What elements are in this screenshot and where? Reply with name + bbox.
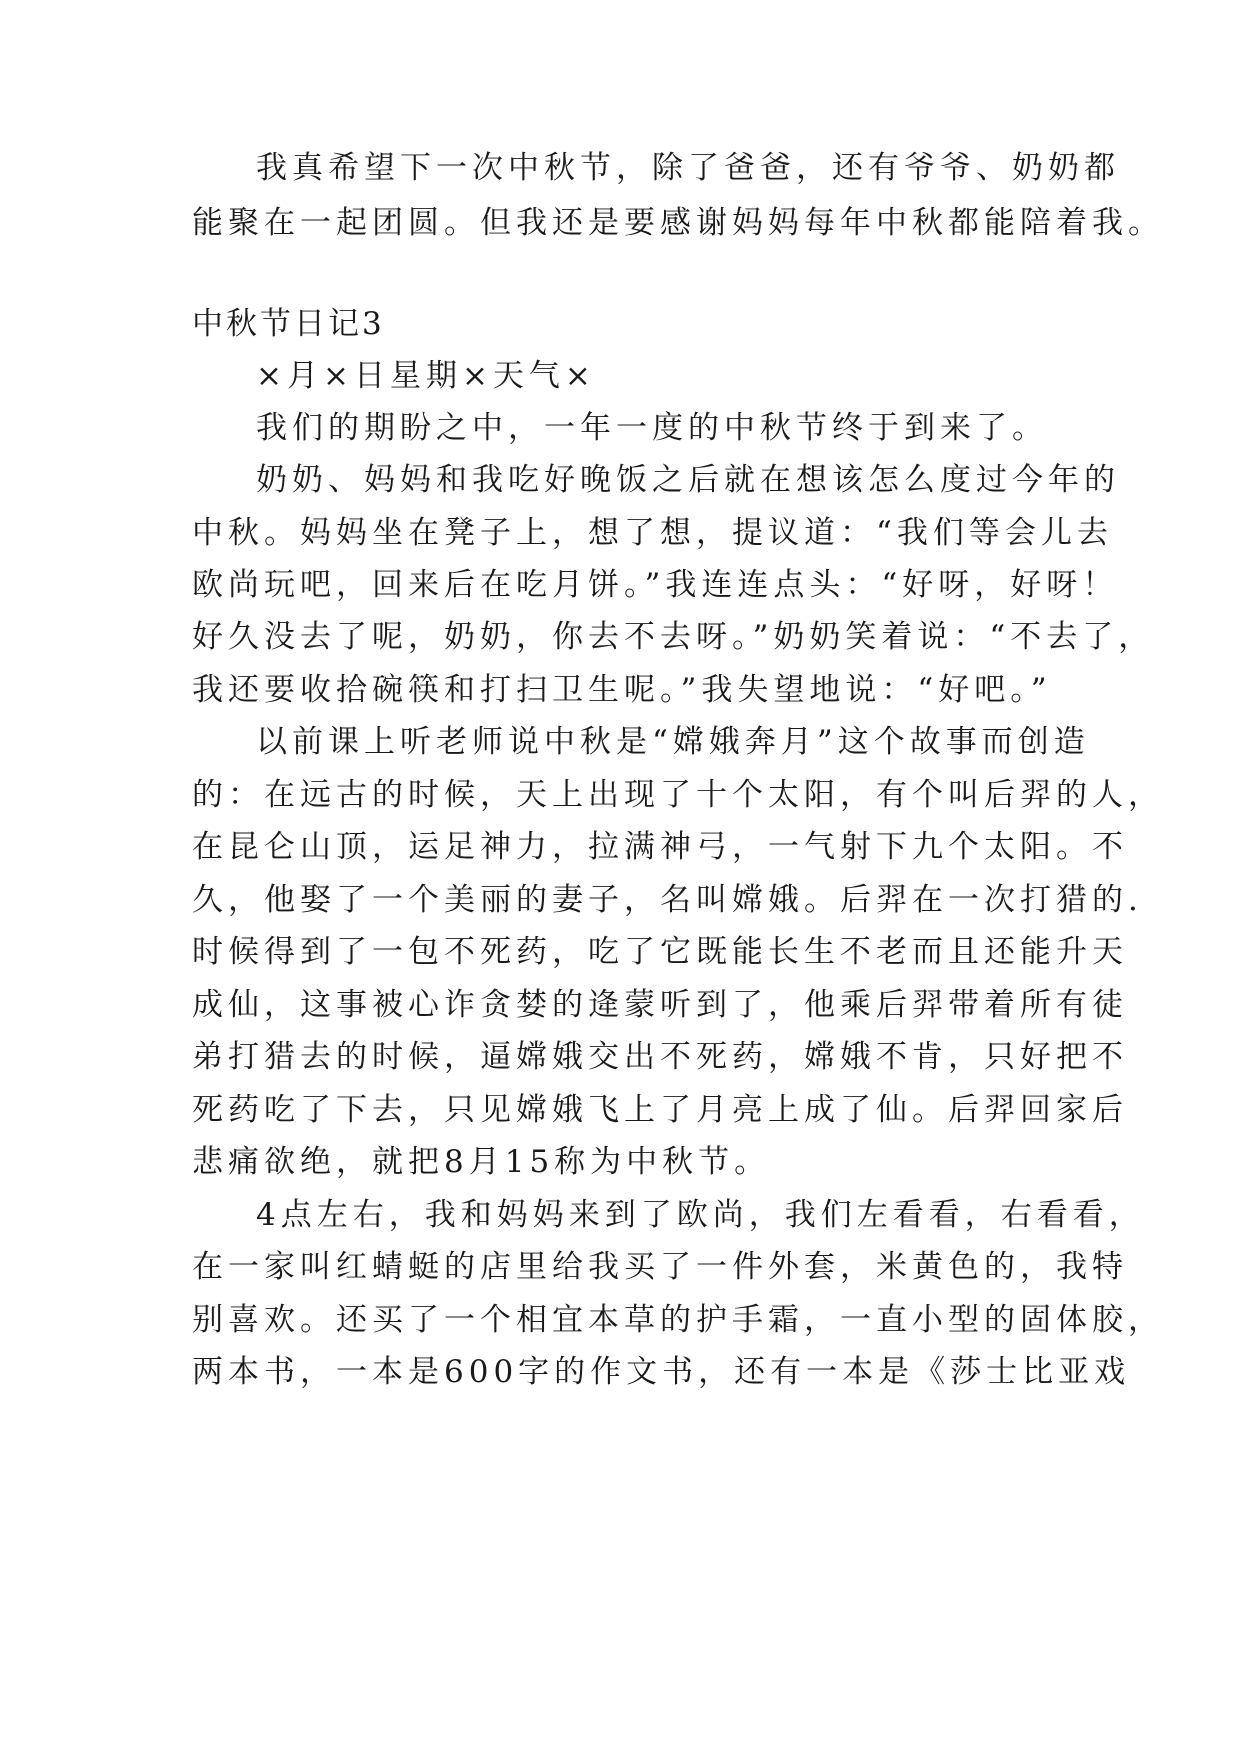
paragraph-line: 弟打猎去的时候，逼嫦娥交出不死药，嫦娥不肯，只好把不 — [192, 1039, 1128, 1075]
paragraph-line: 悲痛欲绝，就把8月15称为中秋节。 — [192, 1144, 771, 1180]
paragraph-line: 中秋。妈妈坐在凳子上，想了想，提议道：“我们等会儿去 — [192, 515, 1113, 551]
paragraph-line: 我们的期盼之中，一年一度的中秋节终于到来了。 — [256, 410, 1048, 446]
paragraph-line: 的：在远古的时候，天上出现了十个太阳，有个叫后羿的人， — [192, 777, 1164, 813]
paragraph-line: 时候得到了一包不死药，吃了它既能长生不老而且还能升天 — [192, 934, 1128, 970]
paragraph-line: 我真希望下一次中秋节，除了爸爸，还有爷爷、奶奶都 — [256, 150, 1120, 186]
paragraph-line: 我还要收拾碗筷和打扫卫生呢。”我失望地说：“好吧。” — [192, 672, 1052, 708]
date-weather-line: ×月×日星期×天气× — [256, 358, 596, 394]
paragraph-line: 奶奶、妈妈和我吃好晚饭之后就在想该怎么度过今年的 — [256, 462, 1120, 498]
paragraph-line: 在一家叫红蜻蜓的店里给我买了一件外套，米黄色的，我特 — [192, 1249, 1128, 1285]
paragraph-line: 别喜欢。还买了一个相宜本草的护手霜，一直小型的固体胶， — [192, 1302, 1164, 1338]
paragraph-line: 好久没去了呢，奶奶，你去不去呀。”奶奶笑着说：“不去了， — [192, 619, 1155, 655]
section-title: 中秋节日记3 — [192, 306, 385, 342]
paragraph-line: 欧尚玩吧，回来后在吃月饼。”我连连点头：“好呀，好呀！ — [192, 567, 1119, 603]
paragraph-line: 以前课上听老师说中秋是“嫦娥奔月”这个故事而创造 — [256, 724, 1090, 760]
paragraph-line: 在昆仑山顶，运足神力，拉满神弓，一气射下九个太阳。不 — [192, 829, 1128, 865]
paragraph-line: 4点左右，我和妈妈来到了欧尚，我们左看看，右看看， — [256, 1197, 1145, 1233]
paragraph-line: 成仙，这事被心诈贪婪的逄蒙听到了，他乘后羿带着所有徒 — [192, 987, 1128, 1023]
paragraph-line: 两本书，一本是600字的作文书，还有一本是《莎士比亚戏 — [192, 1354, 1131, 1390]
paragraph-line: 久，他娶了一个美丽的妻子，名叫嫦娥。后羿在一次打猎的. — [192, 882, 1143, 918]
paragraph-line: 能聚在一起团圆。但我还是要感谢妈妈每年中秋都能陪着我。 — [192, 205, 1164, 241]
paragraph-line: 死药吃了下去，只见嫦娥飞上了月亮上成了仙。后羿回家后 — [192, 1092, 1128, 1128]
